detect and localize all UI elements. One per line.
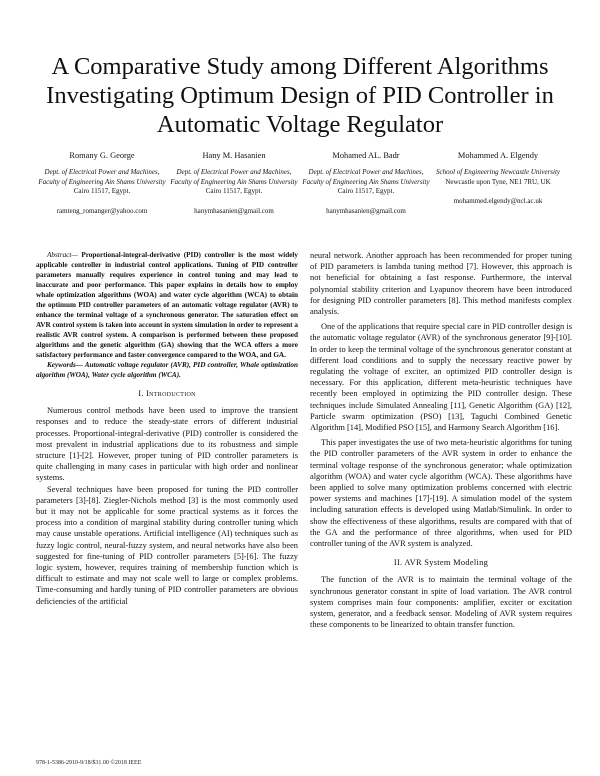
- author-name: Hany M. Hasanien: [202, 151, 266, 160]
- intro-paragraph-4: One of the applications that require special care in PID controller design is the automatic voltage regulator (AVR) of the synchronous generator [9]-[10]. In order to keep the terminal voltage of the synchronous generator constant at different load conditions and to supply the necessary reactive power by regulating the voltage of exciter, an optimized PID controller design is necessary. For this application, different meta-heuristic techniques have recently been employed in optimizing the PID controller design. These techniques include Simulated Annealing [11], Genetic Algorithm (GA) [12], Particle swarm optimization (PSO) [13], Taguchi Combined Genetic Algorithm [14], Modified PSO [15], and Harmony Search Algorithm [16].: [310, 322, 572, 433]
- paper-title: A Comparative Study among Different Algorithms Investigating Optimum Design of PID Controller in Automatic Voltage Regulator: [46, 53, 554, 138]
- section-number: I.: [138, 389, 144, 398]
- section-number: II.: [393, 558, 403, 568]
- avr-paragraph-1: The function of the AVR is to maintain the terminal voltage of the synchronous generator constant in spite of load variation. The AVR control system comprises main four components: amplifier, exciter or excitation system, generator, and a feedback sensor. Modeling of AVR system requires these components to be linearized to obtain transfer function.: [310, 575, 572, 630]
- author-affiliation: Dept. of Electrical Power and Machines, Faculty of Engineering Ain Shams University: [170, 168, 298, 186]
- section-title: AVR System Modeling: [404, 558, 489, 568]
- author-city: Newcastle upon Tyne, NE1 7RU, UK: [445, 177, 551, 186]
- author-name: Mohammed A. Elgendy: [457, 151, 539, 160]
- author-affiliation: Dept. of Electrical Power and Machines, Faculty of Engineering Ain Shams University: [38, 168, 166, 186]
- author-name: Mohamed AL. Badr: [332, 151, 400, 160]
- author-1: [36, 151, 168, 216]
- author-city: Cairo 11517, Egypt.: [337, 187, 395, 196]
- intro-paragraph-3: neural network. Another approach has been recommended for proper tuning of PID parameters is lambda tuning method [7]. However, this approach is not beneficial for obtaining a fast response. Furthermore, the interval polynomial stability criterion and Lyapunov theorem have been introduced for designing PID controller parameters [8]. This method manifests complex analysis.: [310, 251, 572, 317]
- section-heading-introduction: [36, 388, 298, 399]
- intro-paragraph-1: Numerous control methods have been used to improve the transient responses and to reduce the steady-state errors of different industrial processes. Proportional-integral-derivative (PID) controller is considered the most prevalent in industrial applications due to its robustness and simple structure [1]-[2]. However, proper tuning of PID controller parameters is quite challenging in many cases in particular with high order and nonlinear systems.: [36, 406, 298, 483]
- keywords: Keywords— Automatic voltage regulator (AVR), PID controller, Whale optimization algorithm (WOA), Water cycle algorithm (WCA).: [36, 361, 298, 379]
- abstract-body: Proportional-integral-derivative (PID) controller is the most widely applicable controller in industrial control applications. Tuning of PID controller parameters manually requires experience in control tuning and may lead to inaccurate and poor performance. This paper explains in details how to employ whale optimization algorithms (WOA) and water cycle algorithm (WCA) to obtain the optimum PID controller parameters of an automatic voltage regulator (AVR) to enhance the terminal voltage of a synchronous generator. The saturation effect on AVR control system is taken into account in system simulation in order to represent a realistic AVR control system. A comparison is performed between these proposed algorithms and the genetic algorithm (GA) showing that the WCA offers a more satisfactory performance and faster convergence compared to the WOA, and GA.: [36, 251, 298, 359]
- author-3: [300, 151, 432, 216]
- copyright-footer: 978-1-5386-2910-9/18/$31.00 ©2018 IEEE: [36, 760, 142, 766]
- author-4: [432, 151, 564, 216]
- author-affiliation: School of Engineering Newcastle University: [435, 168, 561, 177]
- author-city: Cairo 11517, Egypt.: [205, 187, 263, 196]
- author-email: mohammed.elgendy@ncl.ac.uk: [453, 197, 543, 206]
- author-2: [168, 151, 300, 216]
- section-heading-avr: [310, 557, 572, 568]
- author-affiliation: Dept. of Electrical Power and Machines, Faculty of Engineering Ain Shams University: [302, 168, 430, 186]
- author-city: Cairo 11517, Egypt.: [73, 187, 131, 196]
- author-name: Romany G. George: [69, 151, 135, 160]
- abstract: [36, 250, 298, 360]
- intro-paragraph-5: This paper investigates the use of two meta-heuristic algorithms for tuning the PID controller parameters of the AVR system in order to enhance the terminal voltage response of the synchronous generator; whale optimization algorithm (WOA) and water cycle algorithm (WCA). These algorithms have been applied to solve many optimization problems concerned with electric power systems and machines [17]-[19]. A simulation model of the system including saturation effects is developed using Matlab/Simulink. In order to show the effectiveness of these algorithms, results are compared with that of the GA and the performance of three algorithms, when used for PID controller tuning of the AVR system is analyzed.: [310, 438, 572, 549]
- right-column: [310, 250, 572, 631]
- author-block: [36, 151, 564, 216]
- author-email: hanymhasanien@gmail.com: [326, 206, 406, 215]
- abstract-lead: Abstract—: [47, 251, 78, 259]
- author-email: hanymhasanien@gmail.com: [194, 206, 274, 215]
- left-column: [36, 250, 298, 607]
- author-email: ramteng_romanger@yahoo.com: [56, 206, 148, 215]
- intro-paragraph-2: Several techniques have been proposed for tuning the PID controller parameters [3]-[8]. Ziegler-Nichols method [3] is the most commonly used but it may not be applicable for some practical systems as it forces the process into a condition of marginal stability during controller tuning which may cause unstable operations. Artificial intelligence (AI) techniques such as fuzzy logic control, neural-fuzzy system, and neural networks have also been suggested for fine-tuning of PID controller parameters [5]-[6]. The fuzzy logic system, however, requires training of membership function which is difficult to estimate and may not scale well to large or complex problems. Time-consuming and hardly tuning of PID controller parameters are obvious deficiencies of the artificial: [36, 484, 298, 606]
- section-title: Introduction: [146, 389, 196, 398]
